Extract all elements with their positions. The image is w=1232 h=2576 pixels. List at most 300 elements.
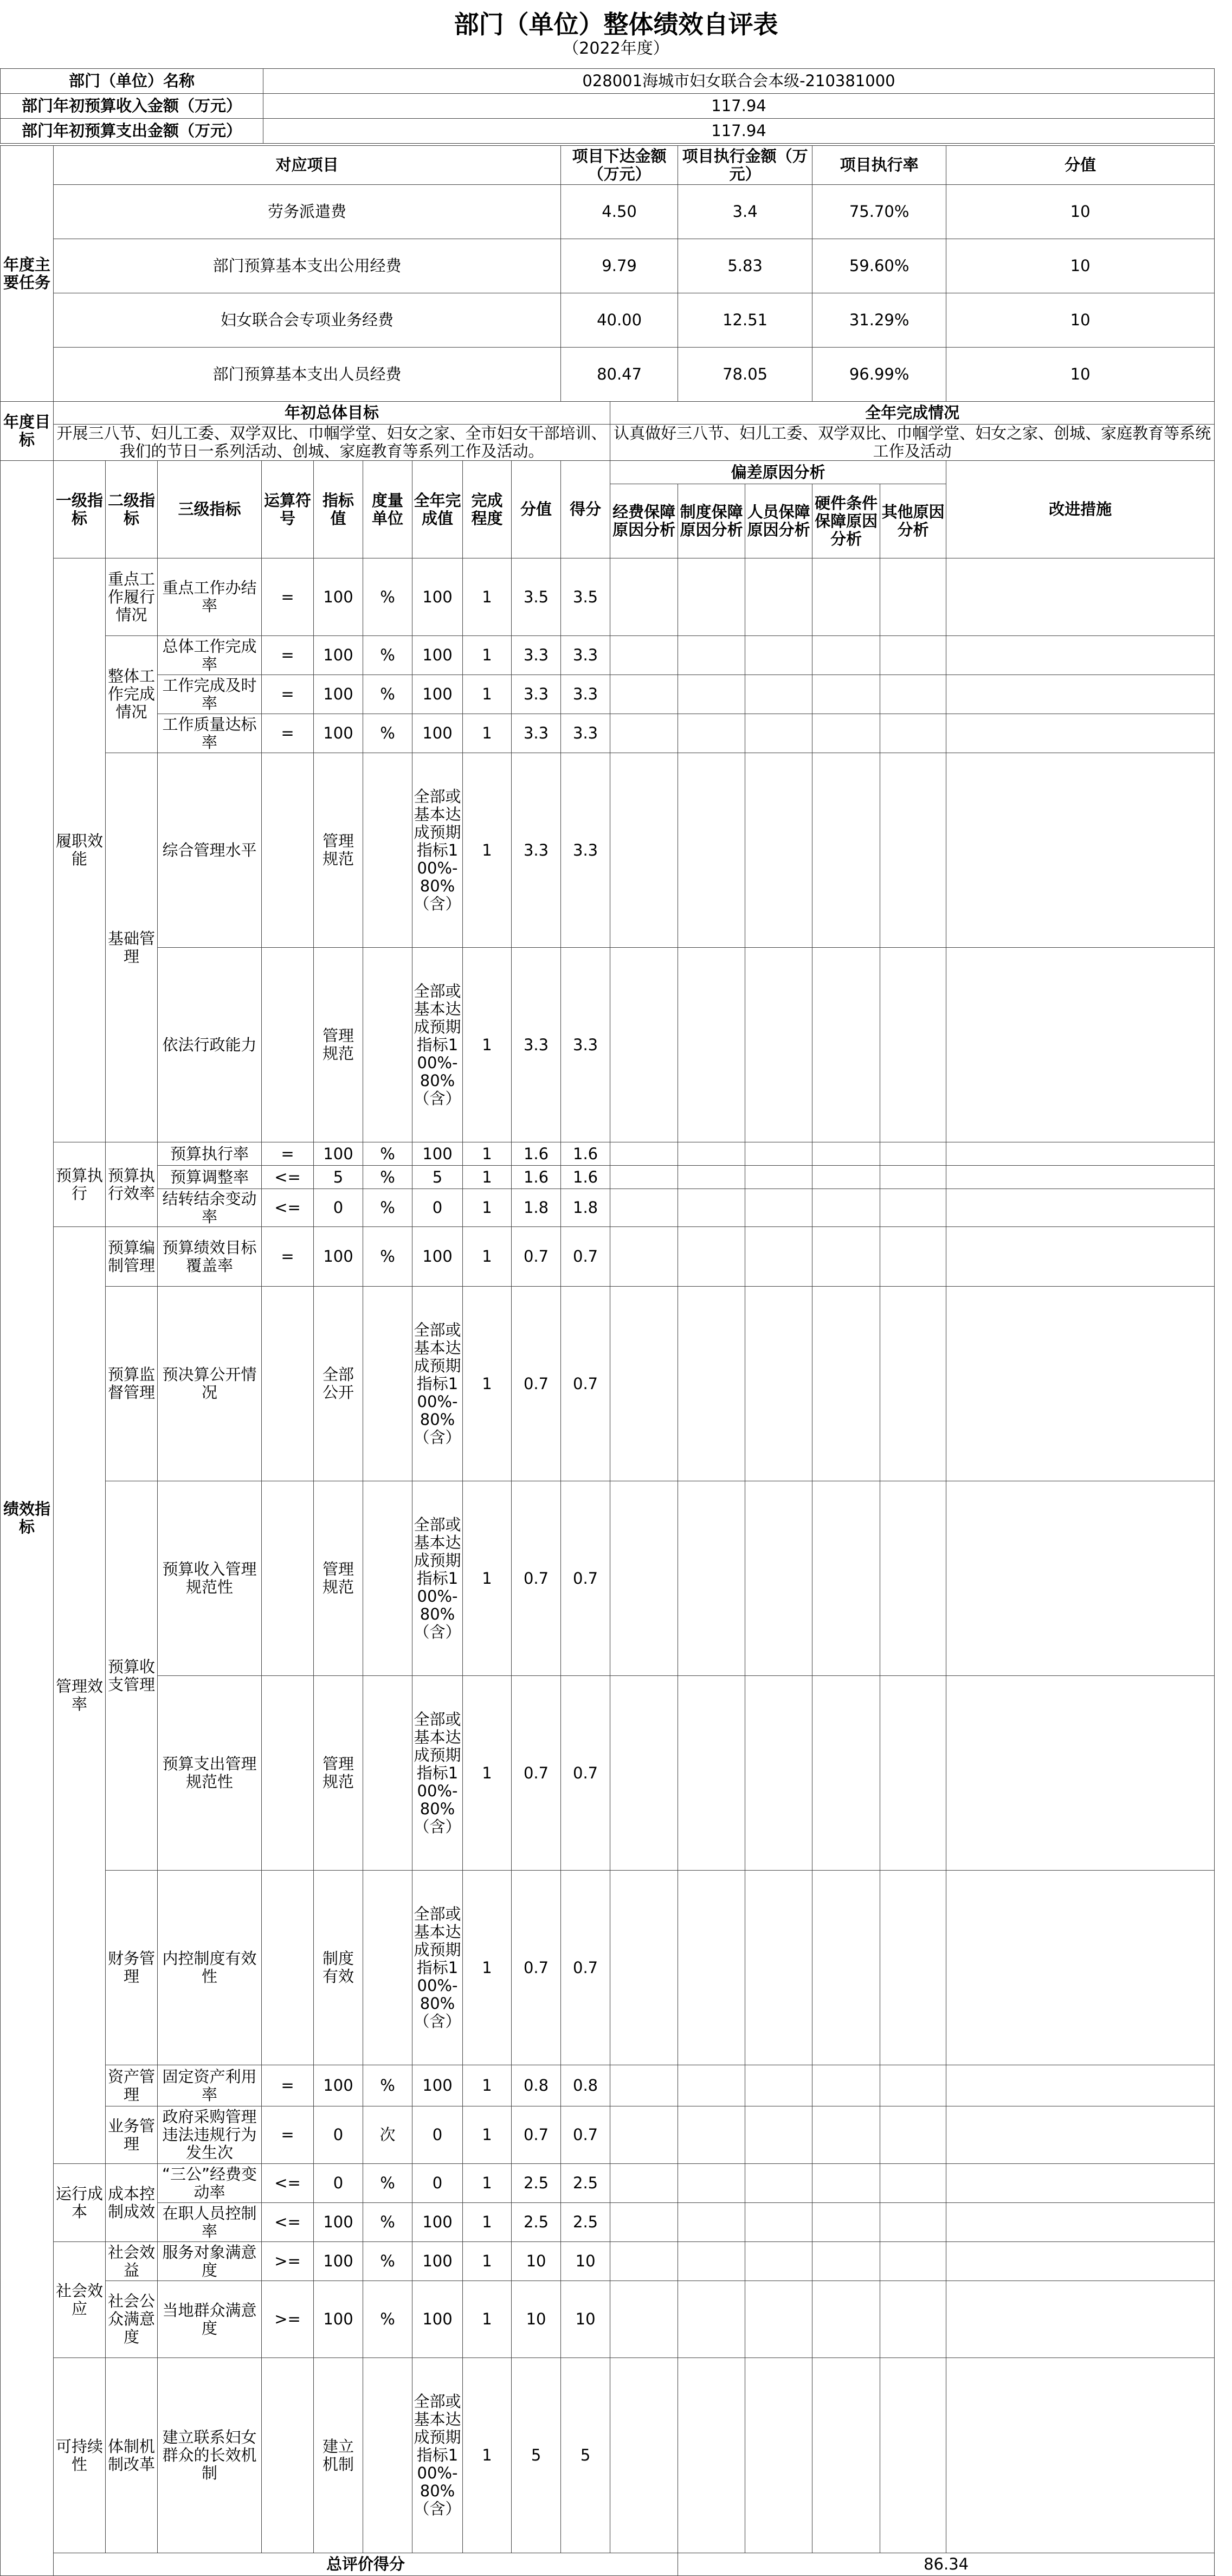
empty-cell xyxy=(610,1676,678,1871)
level3-cell: 预算支出管理规范性 xyxy=(158,1676,262,1871)
actual-cell: 100 xyxy=(412,2242,463,2281)
col-level2: 二级指标 xyxy=(106,461,158,558)
empty-cell xyxy=(812,1287,880,1481)
level3-cell: 内控制度有效性 xyxy=(158,1871,262,2065)
empty-cell xyxy=(880,1481,946,1676)
score-cell: 0.7 xyxy=(561,1227,610,1287)
empty-cell xyxy=(678,2065,745,2106)
empty-cell xyxy=(946,558,1215,636)
info-table xyxy=(0,68,1215,144)
empty-cell xyxy=(946,2065,1215,2106)
weight-cell: 0.7 xyxy=(512,1287,561,1481)
empty-cell xyxy=(880,753,946,948)
level1-cell: 可持续性 xyxy=(54,2358,106,2553)
level1-cell: 管理效率 xyxy=(54,1227,106,2164)
actual-cell: 0 xyxy=(412,2106,463,2164)
actual-cell: 100 xyxy=(412,1142,463,1166)
empty-cell xyxy=(946,1676,1215,1871)
task-weight: 10 xyxy=(946,293,1215,348)
page-title: 部门（单位）整体绩效自评表 xyxy=(454,10,778,39)
completion-cell: 1 xyxy=(463,2358,512,2553)
empty-cell xyxy=(745,1227,812,1287)
level2-cell: 业务管理 xyxy=(106,2106,158,2164)
goals-initial-text: 开展三八节、妇儿工委、双学双比、巾帼学堂、妇女之家、全市妇女干部培训、我们的节日一系列活动、创城、家庭教育等系列工作及活动。 xyxy=(54,425,610,461)
empty-cell xyxy=(678,558,745,636)
empty-cell xyxy=(946,1287,1215,1481)
unit-cell: % xyxy=(363,1166,412,1189)
unit-label: 部门（单位）名称 xyxy=(1,69,263,94)
task-name: 部门预算基本支出公用经费 xyxy=(54,239,561,293)
empty-cell xyxy=(880,1227,946,1287)
goals-section-label: 年度目标 xyxy=(1,402,54,461)
level3-cell: 预决算公开情况 xyxy=(158,1287,262,1481)
indicators-section-label: 绩效指标 xyxy=(1,461,54,2576)
tasks-col-budget: 项目下达金额（万元） xyxy=(561,146,678,185)
level3-cell: 当地群众满意度 xyxy=(158,2281,262,2358)
completion-cell: 1 xyxy=(463,675,512,714)
empty-cell xyxy=(880,2106,946,2164)
completion-cell: 1 xyxy=(463,1227,512,1287)
op-cell: = xyxy=(262,1142,314,1166)
info-row-income xyxy=(1,94,1215,119)
score-cell: 3.3 xyxy=(561,948,610,1142)
empty-cell xyxy=(745,636,812,675)
level2-cell: 基础管理 xyxy=(106,753,158,1142)
empty-cell xyxy=(745,1287,812,1481)
tasks-section-label: 年度主要任务 xyxy=(1,146,54,402)
empty-cell xyxy=(610,2281,678,2358)
actual-cell: 0 xyxy=(412,1189,463,1227)
empty-cell xyxy=(812,2065,880,2106)
empty-cell xyxy=(678,2358,745,2553)
col-completion: 完成程度 xyxy=(463,461,512,558)
empty-cell xyxy=(678,675,745,714)
empty-cell xyxy=(880,948,946,1142)
empty-cell xyxy=(678,1481,745,1676)
empty-cell xyxy=(880,2065,946,2106)
empty-cell xyxy=(880,2242,946,2281)
empty-cell xyxy=(610,2065,678,2106)
empty-cell xyxy=(812,2242,880,2281)
empty-cell xyxy=(678,1166,745,1189)
col-hardware: 硬件条件保障原因分析 xyxy=(812,484,880,558)
total-row xyxy=(1,2553,1215,2576)
task-name: 部门预算基本支出人员经费 xyxy=(54,348,561,402)
unit-cell: % xyxy=(363,1142,412,1166)
empty-cell xyxy=(610,2242,678,2281)
completion-cell: 1 xyxy=(463,2203,512,2242)
empty-cell xyxy=(812,1166,880,1189)
completion-cell: 1 xyxy=(463,1871,512,2065)
empty-cell xyxy=(678,1189,745,1227)
actual-cell: 全部或基本达成预期指标100%-80%（含） xyxy=(412,1676,463,1871)
empty-cell xyxy=(678,636,745,675)
empty-cell xyxy=(745,1189,812,1227)
empty-cell xyxy=(880,1166,946,1189)
op-cell: <= xyxy=(262,1166,314,1189)
col-staff: 人员保障原因分析 xyxy=(745,484,812,558)
unit-cell: % xyxy=(363,558,412,636)
op-cell xyxy=(262,1287,314,1481)
weight-cell: 0.7 xyxy=(512,1871,561,2065)
task-row xyxy=(1,348,1215,402)
op-cell: = xyxy=(262,714,314,753)
indicator-row xyxy=(1,2281,1215,2358)
income-value: 117.94 xyxy=(263,94,1215,119)
empty-cell xyxy=(880,1142,946,1166)
unit-cell xyxy=(363,1676,412,1871)
target-cell: 0 xyxy=(314,2164,363,2203)
tasks-col-exec: 项目执行金额（万元） xyxy=(678,146,812,185)
level3-cell: “三公”经费变动率 xyxy=(158,2164,262,2203)
empty-cell xyxy=(946,1142,1215,1166)
empty-cell xyxy=(745,2203,812,2242)
indicator-row xyxy=(1,1481,1215,1676)
level2-cell: 社会公众满意度 xyxy=(106,2281,158,2358)
empty-cell xyxy=(745,2065,812,2106)
target-cell: 管理规范 xyxy=(314,948,363,1142)
score-cell: 10 xyxy=(561,2242,610,2281)
empty-cell xyxy=(745,2358,812,2553)
empty-cell xyxy=(812,1189,880,1227)
task-exec: 78.05 xyxy=(678,348,812,402)
indicator-row xyxy=(1,1287,1215,1481)
target-cell: 100 xyxy=(314,1142,363,1166)
task-weight: 10 xyxy=(946,185,1215,239)
score-cell: 1.8 xyxy=(561,1189,610,1227)
empty-cell xyxy=(946,2203,1215,2242)
empty-cell xyxy=(812,1142,880,1166)
task-budget: 80.47 xyxy=(561,348,678,402)
weight-cell: 3.3 xyxy=(512,675,561,714)
empty-cell xyxy=(946,2358,1215,2553)
empty-cell xyxy=(745,1142,812,1166)
empty-cell xyxy=(812,2358,880,2553)
target-cell: 100 xyxy=(314,1227,363,1287)
target-cell: 100 xyxy=(314,714,363,753)
indicator-row xyxy=(1,675,1215,714)
target-cell: 100 xyxy=(314,2065,363,2106)
actual-cell: 100 xyxy=(412,2281,463,2358)
empty-cell xyxy=(946,636,1215,675)
empty-cell xyxy=(610,2358,678,2553)
level2-cell: 预算编制管理 xyxy=(106,1227,158,1287)
weight-cell: 1.6 xyxy=(512,1142,561,1166)
empty-cell xyxy=(812,558,880,636)
level3-cell: 政府采购管理违法违规行为发生次 xyxy=(158,2106,262,2164)
unit-cell: % xyxy=(363,675,412,714)
actual-cell: 5 xyxy=(412,1166,463,1189)
op-cell xyxy=(262,1481,314,1676)
target-cell: 100 xyxy=(314,558,363,636)
target-cell: 全部公开 xyxy=(314,1287,363,1481)
op-cell xyxy=(262,2358,314,2553)
empty-cell xyxy=(880,1287,946,1481)
col-funding: 经费保障原因分析 xyxy=(610,484,678,558)
target-cell: 100 xyxy=(314,2281,363,2358)
col-level1: 一级指标 xyxy=(54,461,106,558)
level2-cell: 整体工作完成情况 xyxy=(106,636,158,753)
page-subtitle: （2022年度） xyxy=(563,39,669,58)
empty-cell xyxy=(880,2358,946,2553)
task-weight: 10 xyxy=(946,348,1215,402)
col-other: 其他原因分析 xyxy=(880,484,946,558)
unit-cell: % xyxy=(363,2281,412,2358)
empty-cell xyxy=(745,1481,812,1676)
empty-cell xyxy=(946,948,1215,1142)
weight-cell: 10 xyxy=(512,2281,561,2358)
col-op: 运算符号 xyxy=(262,461,314,558)
col-target: 指标值 xyxy=(314,461,363,558)
empty-cell xyxy=(812,675,880,714)
completion-cell: 1 xyxy=(463,2281,512,2358)
score-cell: 1.6 xyxy=(561,1166,610,1189)
empty-cell xyxy=(745,558,812,636)
completion-cell: 1 xyxy=(463,636,512,675)
empty-cell xyxy=(745,1871,812,2065)
empty-cell xyxy=(946,1481,1215,1676)
weight-cell: 10 xyxy=(512,2242,561,2281)
level1-cell: 预算执行 xyxy=(54,1142,106,1227)
unit-cell xyxy=(363,1287,412,1481)
score-cell: 2.5 xyxy=(561,2164,610,2203)
empty-cell xyxy=(678,2242,745,2281)
unit-cell: % xyxy=(363,2164,412,2203)
actual-cell: 全部或基本达成预期指标100%-80%（含） xyxy=(412,1287,463,1481)
deviation-header: 偏差原因分析 xyxy=(610,461,946,484)
expense-label: 部门年初预算支出金额（万元） xyxy=(1,119,263,144)
main-table xyxy=(0,145,1215,2576)
task-weight: 10 xyxy=(946,239,1215,293)
empty-cell xyxy=(678,1287,745,1481)
task-name: 妇女联合会专项业务经费 xyxy=(54,293,561,348)
empty-cell xyxy=(678,2281,745,2358)
empty-cell xyxy=(745,2281,812,2358)
indicator-row xyxy=(1,636,1215,675)
empty-cell xyxy=(610,1871,678,2065)
empty-cell xyxy=(745,675,812,714)
indicator-row xyxy=(1,1142,1215,1166)
tasks-col-rate: 项目执行率 xyxy=(812,146,946,185)
empty-cell xyxy=(610,1189,678,1227)
op-cell xyxy=(262,753,314,948)
actual-cell: 0 xyxy=(412,2164,463,2203)
weight-cell: 2.5 xyxy=(512,2203,561,2242)
empty-cell xyxy=(812,1676,880,1871)
empty-cell xyxy=(745,948,812,1142)
empty-cell xyxy=(880,2164,946,2203)
actual-cell: 100 xyxy=(412,1227,463,1287)
tasks-header-row xyxy=(1,146,1215,185)
actual-cell: 100 xyxy=(412,636,463,675)
col-improve: 改进措施 xyxy=(946,461,1215,558)
indicator-row xyxy=(1,2242,1215,2281)
weight-cell: 3.3 xyxy=(512,714,561,753)
weight-cell: 0.7 xyxy=(512,1676,561,1871)
unit-cell: % xyxy=(363,2065,412,2106)
level3-cell: 预算执行率 xyxy=(158,1142,262,1166)
empty-cell xyxy=(946,1871,1215,2065)
score-cell: 3.3 xyxy=(561,675,610,714)
unit-cell xyxy=(363,753,412,948)
completion-cell: 1 xyxy=(463,753,512,948)
level3-cell: 工作完成及时率 xyxy=(158,675,262,714)
completion-cell: 1 xyxy=(463,1166,512,1189)
empty-cell xyxy=(678,2203,745,2242)
col-score: 得分 xyxy=(561,461,610,558)
score-cell: 0.7 xyxy=(561,1871,610,2065)
info-row-expense xyxy=(1,119,1215,144)
task-row xyxy=(1,293,1215,348)
unit-cell: % xyxy=(363,636,412,675)
weight-cell: 1.8 xyxy=(512,1189,561,1227)
actual-cell: 100 xyxy=(412,675,463,714)
total-value: 86.34 xyxy=(678,2553,1215,2576)
empty-cell xyxy=(812,2164,880,2203)
empty-cell xyxy=(812,753,880,948)
actual-cell: 全部或基本达成预期指标100%-80%（含） xyxy=(412,948,463,1142)
empty-cell xyxy=(946,753,1215,948)
level1-cell: 运行成本 xyxy=(54,2164,106,2242)
weight-cell: 5 xyxy=(512,2358,561,2553)
level2-cell: 预算监督管理 xyxy=(106,1287,158,1481)
task-row xyxy=(1,185,1215,239)
score-cell: 0.7 xyxy=(561,1287,610,1481)
task-exec: 3.4 xyxy=(678,185,812,239)
empty-cell xyxy=(745,2106,812,2164)
income-label: 部门年初预算收入金额（万元） xyxy=(1,94,263,119)
indicator-row xyxy=(1,2106,1215,2164)
level3-cell: 总体工作完成率 xyxy=(158,636,262,675)
empty-cell xyxy=(880,558,946,636)
task-rate: 31.29% xyxy=(812,293,946,348)
empty-cell xyxy=(610,753,678,948)
indicator-row xyxy=(1,1227,1215,1287)
goals-header-row xyxy=(1,402,1215,425)
completion-cell: 1 xyxy=(463,2242,512,2281)
target-cell: 管理规范 xyxy=(314,753,363,948)
score-cell: 5 xyxy=(561,2358,610,2553)
empty-cell xyxy=(946,2164,1215,2203)
target-cell: 制度有效 xyxy=(314,1871,363,2065)
op-cell: = xyxy=(262,636,314,675)
level3-cell: 综合管理水平 xyxy=(158,753,262,948)
level1-cell: 社会效应 xyxy=(54,2242,106,2358)
empty-cell xyxy=(946,1227,1215,1287)
empty-cell xyxy=(880,714,946,753)
empty-cell xyxy=(610,2106,678,2164)
weight-cell: 3.3 xyxy=(512,636,561,675)
empty-cell xyxy=(678,1871,745,2065)
empty-cell xyxy=(946,675,1215,714)
task-rate: 96.99% xyxy=(812,348,946,402)
empty-cell xyxy=(946,2281,1215,2358)
empty-cell xyxy=(812,2203,880,2242)
target-cell: 0 xyxy=(314,1189,363,1227)
unit-cell xyxy=(363,1871,412,2065)
target-cell: 100 xyxy=(314,2203,363,2242)
total-label: 总评价得分 xyxy=(54,2553,678,2576)
score-cell: 2.5 xyxy=(561,2203,610,2242)
col-system: 制度保障原因分析 xyxy=(678,484,745,558)
goals-text-row xyxy=(1,425,1215,461)
indicator-row xyxy=(1,753,1215,948)
completion-cell: 1 xyxy=(463,948,512,1142)
empty-cell xyxy=(678,714,745,753)
empty-cell xyxy=(880,636,946,675)
weight-cell: 3.5 xyxy=(512,558,561,636)
empty-cell xyxy=(880,2203,946,2242)
unit-cell: % xyxy=(363,2203,412,2242)
task-exec: 5.83 xyxy=(678,239,812,293)
empty-cell xyxy=(678,1227,745,1287)
indicator-row xyxy=(1,1871,1215,2065)
completion-cell: 1 xyxy=(463,558,512,636)
target-cell: 100 xyxy=(314,675,363,714)
empty-cell xyxy=(610,1287,678,1481)
indicator-row xyxy=(1,2164,1215,2203)
op-cell: = xyxy=(262,2065,314,2106)
goals-final-text: 认真做好三八节、妇儿工委、双学双比、巾帼学堂、妇女之家、创城、家庭教育等系统工作及活动 xyxy=(610,425,1215,461)
actual-cell: 全部或基本达成预期指标100%-80%（含） xyxy=(412,1871,463,2065)
unit-cell xyxy=(363,948,412,1142)
task-budget: 9.79 xyxy=(561,239,678,293)
actual-cell: 100 xyxy=(412,558,463,636)
weight-cell: 3.3 xyxy=(512,753,561,948)
weight-cell: 1.6 xyxy=(512,1166,561,1189)
empty-cell xyxy=(610,636,678,675)
completion-cell: 1 xyxy=(463,2065,512,2106)
level3-cell: 固定资产利用率 xyxy=(158,2065,262,2106)
empty-cell xyxy=(880,1189,946,1227)
completion-cell: 1 xyxy=(463,1676,512,1871)
task-rate: 75.70% xyxy=(812,185,946,239)
level3-cell: 预算绩效目标覆盖率 xyxy=(158,1227,262,1287)
empty-cell xyxy=(812,1227,880,1287)
score-cell: 10 xyxy=(561,2281,610,2358)
empty-cell xyxy=(946,2106,1215,2164)
empty-cell xyxy=(678,1676,745,1871)
info-row-unit xyxy=(1,69,1215,94)
actual-cell: 100 xyxy=(412,2065,463,2106)
col-level3: 三级指标 xyxy=(158,461,262,558)
empty-cell xyxy=(610,714,678,753)
empty-cell xyxy=(812,948,880,1142)
level1-cell: 履职效能 xyxy=(54,558,106,1142)
score-cell: 0.7 xyxy=(561,1676,610,1871)
task-exec: 12.51 xyxy=(678,293,812,348)
empty-cell xyxy=(880,1676,946,1871)
empty-cell xyxy=(610,2203,678,2242)
completion-cell: 1 xyxy=(463,2106,512,2164)
level3-cell: 预算收入管理规范性 xyxy=(158,1481,262,1676)
indicator-row xyxy=(1,2065,1215,2106)
empty-cell xyxy=(946,2242,1215,2281)
op-cell xyxy=(262,948,314,1142)
goals-final-header: 全年完成情况 xyxy=(610,402,1215,425)
empty-cell xyxy=(610,675,678,714)
tasks-col-weight: 分值 xyxy=(946,146,1215,185)
op-cell: = xyxy=(262,1227,314,1287)
empty-cell xyxy=(812,2106,880,2164)
empty-cell xyxy=(812,714,880,753)
empty-cell xyxy=(610,1227,678,1287)
indicator-row xyxy=(1,558,1215,636)
target-cell: 管理规范 xyxy=(314,1481,363,1676)
level3-cell: 重点工作办结率 xyxy=(158,558,262,636)
weight-cell: 0.8 xyxy=(512,2065,561,2106)
op-cell: >= xyxy=(262,2281,314,2358)
